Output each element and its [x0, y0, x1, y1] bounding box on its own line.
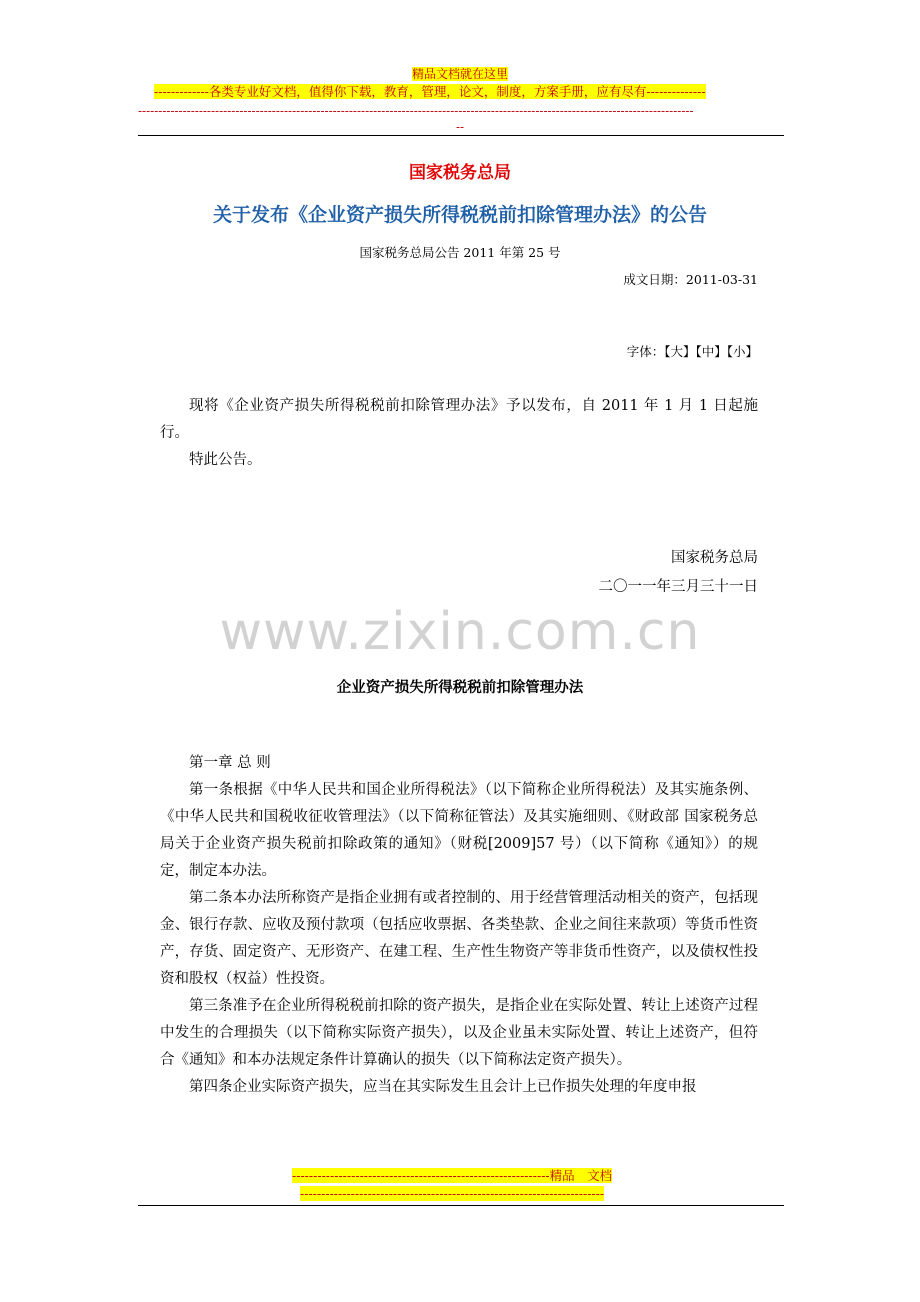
header-dash-line: ----------------------------------------------------------------------------------------------------------------------------------------- — [138, 104, 694, 118]
footer-divider — [138, 1205, 784, 1206]
footer-line-2 — [300, 1186, 604, 1202]
font-size-label: 字体： — [626, 344, 665, 359]
issue-date: 成文日期：2011-03-31 — [623, 272, 758, 287]
header-line-1: 精品文档就在这里 — [411, 67, 508, 81]
article-2: 第二条本办法所称资产是指企业拥有或者控制的、用于经营管理活动相关的资产，包括现金、银行存款、应收及预付款项（包括应收票据、各类垫款、企业之间往来款项）等货币性资产，存货、固定资产、无形资产、在建工程、生产性生物资产等非货币性资产，以及债权性投资和股权（权益）性投资。 — [160, 890, 758, 987]
footer-line-1 — [292, 1168, 612, 1184]
font-size-large-link[interactable]: 【大】 — [664, 344, 696, 359]
chapter-heading: 第一章 总 则 — [189, 755, 271, 771]
announcement-paragraph: 现将《企业资产损失所得税税前扣除管理办法》予以发布，自 2011 年 1 月 1 日起施行。 — [160, 398, 758, 441]
font-size-medium-link[interactable]: 【中】 — [695, 344, 727, 359]
issuing-organization: 国家税务总局 — [409, 163, 511, 183]
header-banner-line-2 — [154, 84, 706, 100]
signer: 国家税务总局 — [671, 550, 758, 566]
announcement-closing: 特此公告。 — [189, 452, 262, 468]
footer-text-1: -------------------------------------------------------------精品 文档 — [292, 1168, 613, 1183]
announcement-body — [160, 393, 758, 474]
font-size-control — [627, 342, 758, 362]
header-divider — [138, 135, 784, 136]
article-3: 第三条准予在企业所得税税前扣除的资产损失，是指企业在实际处置、转让上述资产过程中发生的合理损失（以下简称实际资产损失），以及企业虽未实际处置、转让上述资产，但符合《通知》和本办法规定条件计算确认的损失（以下简称法定资产损失）。 — [160, 998, 758, 1068]
header-banner-top — [0, 66, 920, 82]
document-number: 国家税务总局公告 2011 年第 25 号 — [359, 245, 561, 260]
font-size-small-link[interactable]: 【小】 — [726, 344, 758, 359]
watermark-text: www.zixin.com.cn — [219, 602, 701, 662]
article-1: 第一条根据《中华人民共和国企业所得税法》（以下简称企业所得税法）及其实施条例、《中华人民共和国税收征收管理法》（以下简称征管法）及其实施细则、《财政部 国家税务总局关于企业资产损失税前扣除政策的通知》（财税[2009]57 号）（以下简称《通知》）的规定，制定本办法。 — [160, 782, 758, 879]
article-4: 第四条企业实际资产损失，应当在其实际发生且会计上已作损失处理的年度申报 — [189, 1079, 697, 1095]
footer-text-2: ------------------------------------------------------------------------ — [300, 1186, 605, 1201]
regulation-title: 企业资产损失所得税税前扣除管理办法 — [336, 679, 584, 696]
sign-date: 二〇一一年三月三十一日 — [598, 579, 758, 595]
page-title: 关于发布《企业资产损失所得税税前扣除管理办法》的公告 — [212, 204, 707, 226]
header-line-2: -------------各类专业好文档，值得你下载，教育，管理，论文，制度，方案手册，应有尽有-------------- — [154, 84, 706, 99]
regulation-body — [160, 750, 758, 1101]
header-dash-line-tail: -- — [455, 120, 465, 134]
